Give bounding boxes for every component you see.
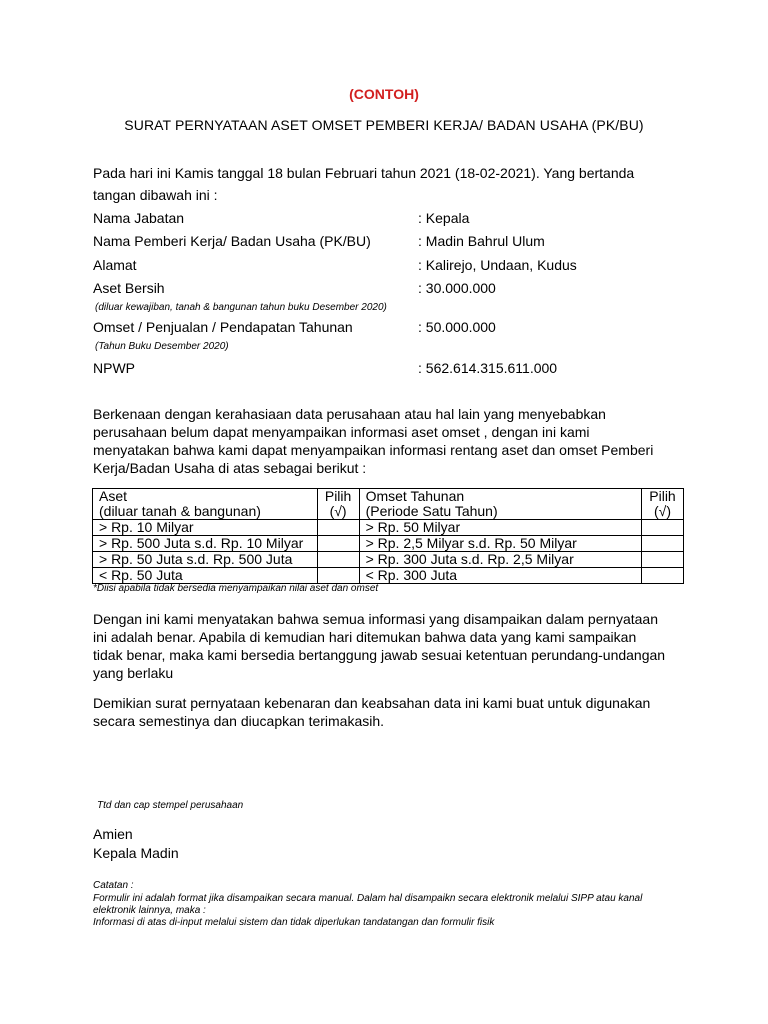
field-value-alamat: : Kalirejo, Undaan, Kudus xyxy=(418,257,577,273)
omset-note: (Tahun Buku Desember 2020) xyxy=(95,341,229,352)
omset-choice-cell[interactable] xyxy=(642,536,684,552)
para3-line-2: secara semestinya dan diucapkan terimakasih. xyxy=(93,713,385,729)
aset-choice-cell[interactable] xyxy=(317,568,359,584)
omset-choice-cell[interactable] xyxy=(642,552,684,568)
para2-line-3: tidak benar, maka kami bersedia bertanggung jawab sesuai ketentuan perundang-undangan xyxy=(93,647,666,663)
catatan-line-2: elektronik lainnya, maka : xyxy=(93,905,206,916)
para2-line-4: yang berlaku xyxy=(93,665,174,681)
omset-range: > Rp. 300 Juta s.d. Rp. 2,5 Milyar xyxy=(359,552,641,568)
catatan-line-3: Informasi di atas di-input melalui sistem dan tidak diperlukan tandatangan dan formulir fisik xyxy=(93,917,495,928)
check-mark-icon: (√) xyxy=(329,503,347,519)
omset-range: < Rp. 300 Juta xyxy=(359,568,641,584)
omset-range: > Rp. 50 Milyar xyxy=(359,520,641,536)
aset-choice-cell[interactable] xyxy=(317,536,359,552)
example-label: (CONTOH) xyxy=(349,86,419,102)
field-label-npwp: NPWP xyxy=(93,360,135,376)
aset-range: > Rp. 10 Milyar xyxy=(93,520,318,536)
intro-line-2: tangan dibawah ini : xyxy=(93,187,218,203)
field-value-omset: : 50.000.000 xyxy=(418,319,496,335)
omset-choice-cell[interactable] xyxy=(642,568,684,584)
signer-name: Amien xyxy=(93,826,133,842)
range-options-table xyxy=(92,488,684,584)
pilih-omset-header xyxy=(642,489,684,520)
table-row xyxy=(93,536,684,552)
pilih-aset-header xyxy=(317,489,359,520)
omset-header-sub: (Periode Satu Tahun) xyxy=(365,503,498,519)
table-row xyxy=(93,568,684,584)
field-label-pk-bu: Nama Pemberi Kerja/ Badan Usaha (PK/BU) xyxy=(93,233,371,249)
para2-line-2: ini adalah benar. Apabila di kemudian hari ditemukan bahwa data yang kami sampaikan xyxy=(93,629,637,645)
para3-line-1: Demikian surat pernyataan kebenaran dan keabsahan data ini kami buat untuk digunakan xyxy=(93,695,651,711)
pilih-aset-label: Pilih xyxy=(324,488,352,504)
table-row xyxy=(93,552,684,568)
aset-note: (diluar kewajiban, tanah & bangunan tahun buku Desember 2020) xyxy=(95,302,387,313)
aset-range: < Rp. 50 Juta xyxy=(93,568,318,584)
field-value-npwp: : 562.614.315.611.000 xyxy=(418,360,558,376)
check-mark-icon: (√) xyxy=(653,503,671,519)
aset-range: > Rp. 500 Juta s.d. Rp. 10 Milyar xyxy=(93,536,318,552)
field-label-jabatan: Nama Jabatan xyxy=(93,210,185,226)
table-footnote: *Diisi apabila tidak bersedia menyampaikan nilai aset dan omset xyxy=(93,583,379,594)
aset-range: > Rp. 50 Juta s.d. Rp. 500 Juta xyxy=(93,552,318,568)
field-value-jabatan: : Kepala xyxy=(418,210,470,226)
field-value-pk-bu: : Madin Bahrul Ulum xyxy=(418,233,545,249)
pilih-omset-label: Pilih xyxy=(649,488,676,504)
catatan-line-1: Formulir ini adalah format jika disampaikan secara manual. Dalam hal disampaikn secara elektronik melalui SIPP atau kanal xyxy=(93,893,643,904)
omset-choice-cell[interactable] xyxy=(642,520,684,536)
para1-line-2: perusahaan belum dapat menyampaikan informasi aset omset , dengan ini kami xyxy=(93,424,590,440)
field-label-omset: Omset / Penjualan / Pendapatan Tahunan xyxy=(93,319,353,335)
omset-range: > Rp. 2,5 Milyar s.d. Rp. 50 Milyar xyxy=(359,536,641,552)
field-label-aset: Aset Bersih xyxy=(93,280,165,296)
aset-header xyxy=(93,489,318,520)
para1-line-3: menyatakan bahwa kami dapat menyampaikan informasi rentang aset dan omset Pemberi xyxy=(93,442,654,458)
catatan-heading: Catatan : xyxy=(93,880,134,891)
para1-line-4: Kerja/Badan Usaha di atas sebagai berikut : xyxy=(93,460,367,476)
stamp-note: Ttd dan cap stempel perusahaan xyxy=(97,800,244,811)
document-title: SURAT PERNYATAAN ASET OMSET PEMBERI KERJA/ BADAN USAHA (PK/BU) xyxy=(124,117,644,133)
omset-header xyxy=(359,489,641,520)
field-value-aset: : 30.000.000 xyxy=(418,280,496,296)
signer-position: Kepala Madin xyxy=(93,845,179,861)
aset-header-sub: (diluar tanah & bangunan) xyxy=(99,503,261,519)
field-label-alamat: Alamat xyxy=(93,257,137,273)
aset-choice-cell[interactable] xyxy=(317,552,359,568)
para1-line-1: Berkenaan dengan kerahasiaan data perusahaan atau hal lain yang menyebabkan xyxy=(93,406,606,422)
aset-choice-cell[interactable] xyxy=(317,520,359,536)
intro-line-1: Pada hari ini Kamis tanggal 18 bulan Februari tahun 2021 (18-02-2021). Yang bertanda xyxy=(93,165,635,181)
aset-header-title: Aset xyxy=(99,488,128,504)
table-row xyxy=(93,520,684,536)
para2-line-1: Dengan ini kami menyatakan bahwa semua informasi yang disampaikan dalam pernyataan xyxy=(93,611,658,627)
table-header-row xyxy=(93,489,684,520)
omset-header-title: Omset Tahunan xyxy=(365,488,465,504)
